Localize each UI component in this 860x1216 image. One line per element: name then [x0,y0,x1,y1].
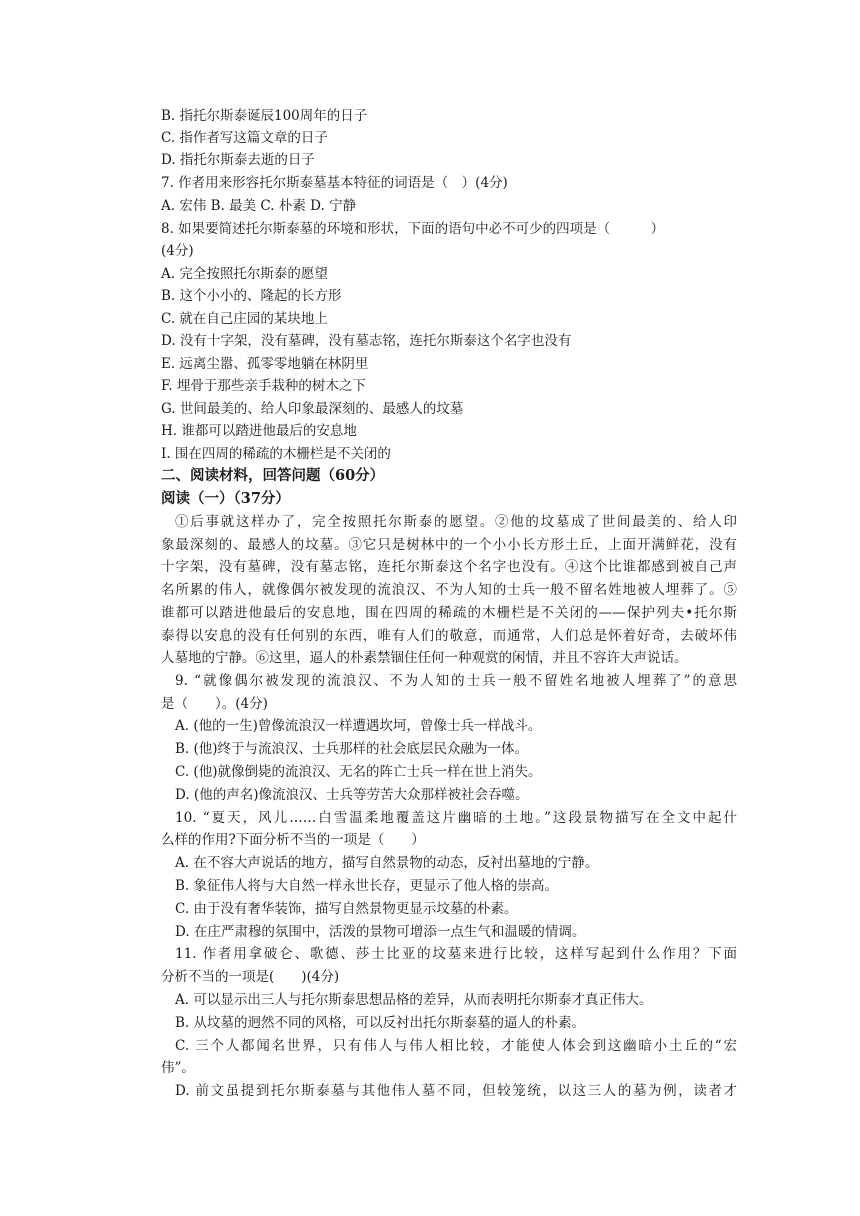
option-d-q10: D. 在庄严肃穆的氛围中，活泼的景物可增添一点生气和温暖的情调。 [175,924,586,940]
option-c-q9: C. (他)就像倒毙的流浪汉、无名的阵亡士兵一样在世上消失。 [175,764,542,780]
question-11-cont: 分析不当的一项是( )(4分) [161,969,340,985]
passage-line-7: 人墓地的宁静。⑥这里，逼人的朴素禁锢住任何一种观赏的闲情，并且不容许大声说话。 [161,650,688,666]
option-c-q11-cont: 伟”。 [161,1060,195,1076]
question-8-points: (4分) [161,243,194,259]
option-f-q8: F. 埋骨于那些亲手栽种的树木之下 [161,378,366,394]
question-9: 9. “就像偶尔被发现的流浪汉、不为人知的士兵一般不留姓名地被人埋葬了”的意思 [175,673,737,689]
question-11: 11. 作者用拿破仑、歌德、莎士比亚的坟墓来进行比较，这样写起到什么作用？下面 [175,946,737,962]
option-d-q11: D. 前文虽提到托尔斯泰墓与其他伟人墓不同，但较笼统，以这三人的墓为例，读者才 [175,1083,737,1099]
question-7-options: A. 宏伟 B. 最美 C. 朴素 D. 宁静 [161,198,357,214]
passage-line-6: 泰得以安息的没有任何别的东西，唯有人们的敬意，而通常，人们总是怀着好奇，去破坏伟 [161,628,737,644]
option-b-q9: B. (他)终于与流浪汉、士兵那样的社会底层民众融为一体。 [175,741,529,757]
option-d-q9: D. (他的声名)像流浪汉、士兵等劳苦大众那样被社会吞噬。 [175,787,529,803]
option-a-q11: A. 可以显示出三人与托尔斯泰思想品格的差异，从而表明托尔斯泰才真正伟大。 [175,992,653,1008]
option-b-q8: B. 这个小小的、隆起的长方形 [161,288,342,304]
option-h-q8: H. 谁都可以踏进他最后的安息地 [161,423,357,439]
option-a-q8: A. 完全按照托尔斯泰的愿望 [161,266,328,282]
passage-line-2: 象最深刻的、最感人的坟墓。③它只是树林中的一个小小长方形土丘，上面开满鲜花，没有 [161,537,737,553]
option-g-q8: G. 世间最美的、给人印象最深刻的、最感人的坟墓 [161,401,464,417]
option-c-q10: C. 由于没有奢华装饰，描写自然景物更显示坟墓的朴素。 [175,901,518,917]
option-b-q10: B. 象征伟人将与大自然一样永世长存，更显示了他人格的崇高。 [175,878,559,894]
option-a-q9: A. (他的一生)曾像流浪汉一样遭遇坎坷，曾像士兵一样战斗。 [175,718,542,734]
option-b-q6: B. 指托尔斯泰诞辰100周年的日子 [161,108,368,124]
section-heading: 二、阅读材料，回答问题（60分） [161,467,385,484]
reading-one-heading: 阅读（一）（37分） [161,490,290,507]
question-10: 10. “夏天，风儿……白雪温柔地覆盖这片幽暗的土地。”这段景物描写在全文中起什 [175,810,737,826]
option-d-q8: D. 没有十字架，没有墓碑，没有墓志铭，连托尔斯泰这个名字也没有 [161,333,572,349]
option-e-q8: E. 远离尘嚣、孤零零地躺在林阴里 [161,356,369,372]
option-i-q8: I. 围在四周的稀疏的木栅栏是不关闭的 [161,446,391,462]
passage-line-1: ①后事就这样办了，完全按照托尔斯泰的愿望。②他的坟墓成了世间最美的、给人印 [175,514,737,530]
option-c-q8: C. 就在自己庄园的某块地上 [161,311,328,327]
option-c-q11: C. 三个人都闻名世界，只有伟人与伟人相比较，才能使人体会到这幽暗小土丘的“宏 [175,1038,737,1054]
passage-line-5: 谁都可以踏进他最后的安息地，围在四周的稀疏的木栅栏是不关闭的——保护列夫•托尔斯 [161,605,737,621]
question-10-cont: 么样的作用?下面分析不当的一项是（ ） [161,832,425,848]
passage-line-3: 十字架，没有墓碑，没有墓志铭，连托尔斯泰这个名字也没有。④这个比谁都感到被自己声 [161,559,737,575]
option-a-q10: A. 在不容大声说话的地方，描写自然景物的动态，反衬出墓地的宁静。 [175,855,599,871]
passage-line-4: 名所累的伟人，就像偶尔被发现的流浪汉、不为人知的士兵一般不留名姓地被人埋葬了。⑤ [161,582,737,598]
question-8: 8. 如果要简述托尔斯泰墓的环境和形状，下面的语句中必不可少的四项是（ ） [161,221,665,237]
option-b-q11: B. 从坟墓的迥然不同的风格，可以反衬出托尔斯泰墓的逼人的朴素。 [175,1015,586,1031]
option-d-q6: D. 指托尔斯泰去逝的日子 [161,152,315,168]
option-c-q6: C. 指作者写这篇文章的日子 [161,130,328,146]
question-9-cont: 是（ ）。(4分) [161,696,268,712]
question-7: 7. 作者用来形容托尔斯泰墓基本特征的词语是（ ）(4分) [161,175,508,191]
